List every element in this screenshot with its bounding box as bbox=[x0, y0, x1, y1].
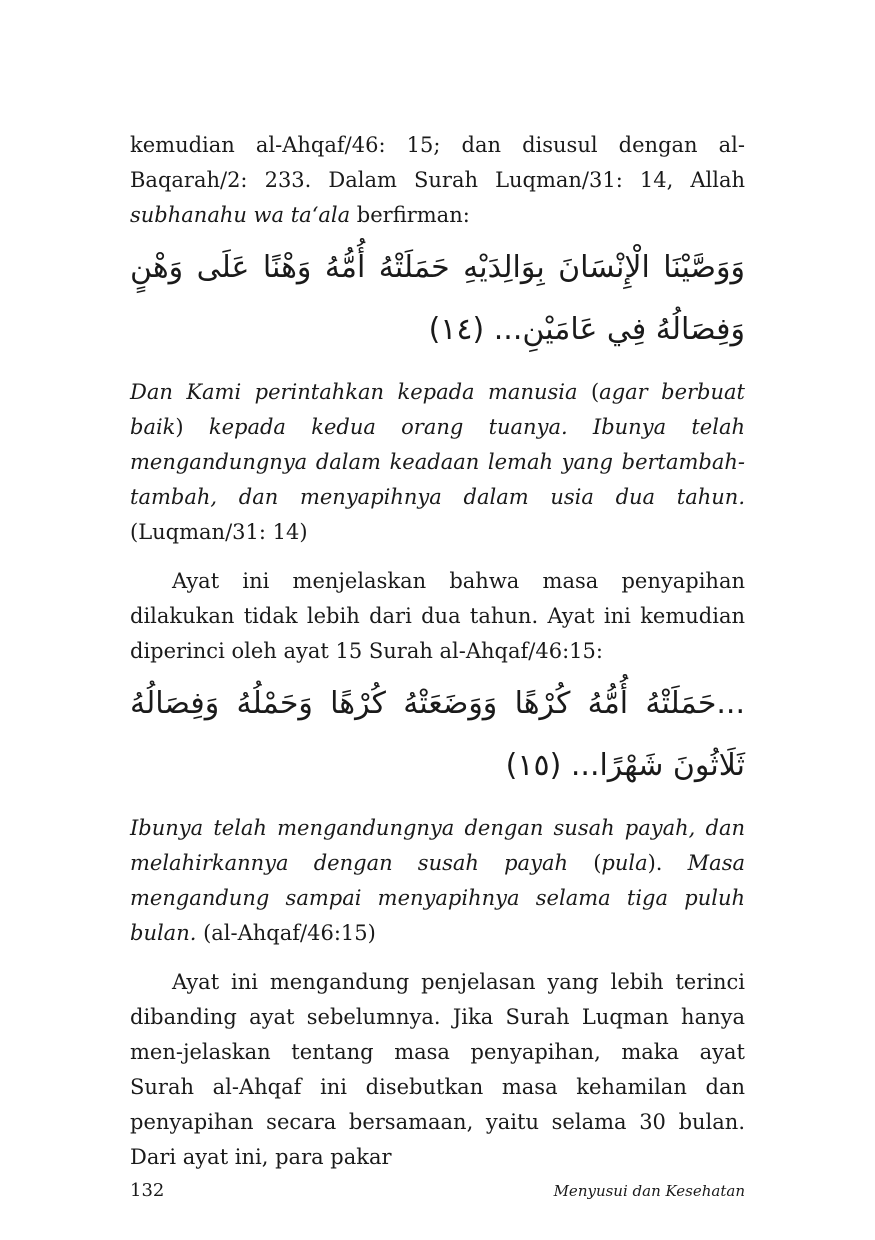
translation-luqman bbox=[130, 375, 745, 550]
reference-luqman: (Luqman/31: 14) bbox=[130, 520, 308, 544]
arabic-verse-luqman: وَوَصَّيْنَا الْإِنْسَانَ بِوَالِدَيْهِ حَمَلَتْهُ أُمُّهُ وَهْنًا عَلَى وَهْنٍ وَفِصَالُهُ فِي عَامَيْنِ... (١٤) bbox=[130, 250, 745, 347]
translation-luqman-paren-open: ( bbox=[577, 380, 600, 404]
translation-ahqaf-part2: pula bbox=[601, 851, 648, 875]
intro-text-italic: subhanahu wa ta‘ala bbox=[130, 203, 351, 227]
running-title: Menyusui dan Kesehatan bbox=[553, 1182, 745, 1200]
translation-luqman-part3: kepada kedua orang tuanya. Ibunya telah mengandungnya dalam keadaan lemah yang bertambah-tambah, dan menyapihnya dalam usia dua tahun. bbox=[130, 415, 745, 509]
translation-ahqaf-paren-open: ( bbox=[568, 851, 602, 875]
intro-text-a: kemudian al-Ahqaf/46: 15; dan disusul dengan al-Baqarah/2: 233. Dalam Surah Luqman/31: 14, Allah bbox=[130, 133, 745, 192]
intro-text-b: berfirman: bbox=[350, 203, 470, 227]
translation-luqman-paren-close: ) bbox=[175, 415, 209, 439]
intro-paragraph bbox=[130, 128, 745, 233]
explanation-paragraph-2: Ayat ini mengandung penjelasan yang lebih terinci dibanding ayat sebelumnya. Jika Surah Luqman hanya men-jelaskan tentang masa penyapihan, maka ayat Surah al-Ahqaf ini disebutkan masa kehamilan dan penyapihan secara bersamaan, yaitu selama 30 bulan. Dari ayat ini, para pakar bbox=[130, 970, 745, 1169]
arabic-verse-ahqaf: ...حَمَلَتْهُ أُمُّهُ كُرْهًا وَوَضَعَتْهُ كُرْهًا وَحَمْلُهُ وَفِصَالُهُ ثَلَاثُونَ شَهْرًا... (١٥) bbox=[130, 686, 745, 783]
translation-ahqaf-part1: Ibunya telah mengandungnya dengan susah payah, dan melahirkannya dengan susah payah bbox=[130, 816, 745, 875]
reference-ahqaf: (al-Ahqaf/46:15) bbox=[196, 921, 376, 945]
page-footer bbox=[130, 1180, 745, 1206]
translation-luqman-part1: Dan Kami perintahkan kepada manusia bbox=[130, 380, 578, 404]
translation-ahqaf-paren-close: ). bbox=[647, 851, 688, 875]
explanation-paragraph-1: Ayat ini menjelaskan bahwa masa penyapihan dilakukan tidak lebih dari dua tahun. Ayat ini kemudian diperinci oleh ayat 15 Surah al-Ahqaf/46:15: bbox=[130, 569, 745, 663]
translation-luqman-part2: agar berbuat baik bbox=[130, 380, 745, 439]
translation-ahqaf bbox=[130, 811, 745, 951]
page-body bbox=[130, 128, 745, 1175]
translation-ahqaf-part3: Masa mengandung sampai menyapihnya selama tiga puluh bulan. bbox=[130, 851, 745, 945]
page-number: 132 bbox=[130, 1180, 165, 1201]
